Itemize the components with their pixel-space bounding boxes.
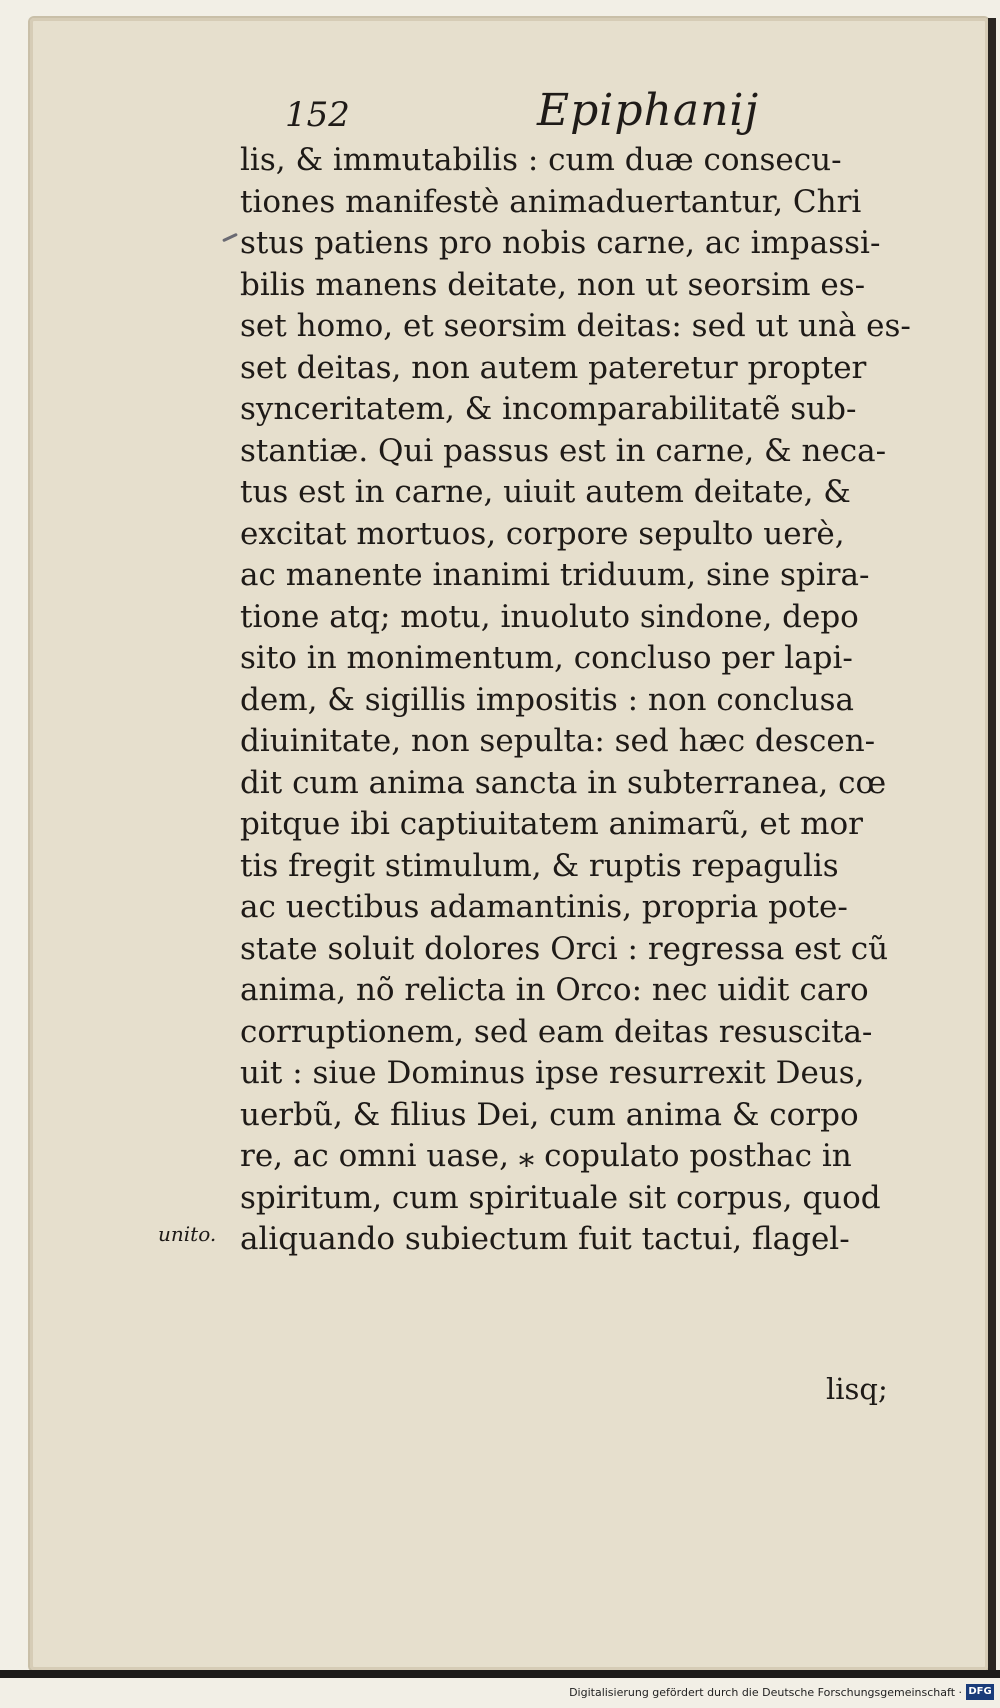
- text-line: dit cum anima sancta in subterranea, cœ: [240, 764, 887, 801]
- text-line: re, ac omni uase, ⁎ copulato posthac in: [240, 1138, 852, 1174]
- text-line: bilis manens deitate, non ut seorsim es-: [240, 266, 866, 303]
- page-number: 152: [285, 95, 350, 135]
- text-line: anima, nõ relicta in Orco: nec uidit caro: [240, 972, 869, 1008]
- digitization-credit: Digitalisierung gefördert durch die Deutsche Forschungsgemeinschaft ·: [569, 1686, 962, 1699]
- text-line: pitque ibi captiuitatem animarũ, et mor: [240, 806, 863, 842]
- text-line: excitat mortuos, corpore sepulto uerè,: [240, 515, 845, 552]
- body-text: [240, 140, 940, 1261]
- text-line: synceritatem, & incomparabilitatẽ sub-: [240, 391, 857, 427]
- text-line: lis, & immutabilis : cum duæ consecu-: [240, 142, 842, 178]
- text-line: set homo, et seorsim deitas: sed ut unà es-: [240, 308, 911, 344]
- text-line: aliquando subiectum fuit tactui, flagel-: [240, 1221, 850, 1257]
- running-head: Epiphanij: [537, 85, 760, 136]
- text-line: stus patiens pro nobis carne, ac impassi-: [240, 225, 881, 261]
- text-line: stantiæ. Qui passus est in carne, & neca-: [240, 432, 887, 469]
- text-line: uit : siue Dominus ipse resurrexit Deus,: [240, 1055, 865, 1091]
- text-line: set deitas, non autem pateretur propter: [240, 349, 867, 386]
- text-line: diuinitate, non sepulta: sed hæc descen-: [240, 723, 876, 759]
- text-line: corruptionem, sed eam deitas resuscita-: [240, 1013, 873, 1050]
- page-header: [285, 85, 785, 145]
- text-line: sito in monimentum, concluso per lapi-: [240, 640, 853, 676]
- text-line: spiritum, cum spirituale sit corpus, quod: [240, 1179, 881, 1216]
- text-line: state soluit dolores Orci : regressa est cũ: [240, 930, 889, 967]
- text-line: tione atq; motu, inuoluto sindone, depo: [240, 598, 859, 635]
- text-line: tiones manifestè animaduertantur, Chri: [240, 183, 862, 220]
- dfg-logo: DFG: [966, 1684, 994, 1700]
- catchword: lisq;: [826, 1372, 888, 1406]
- bottom-band: [0, 1670, 1000, 1678]
- text-line: ac manente inanimi triduum, sine spira-: [240, 557, 870, 593]
- text-line: ac uectibus adamantinis, propria pote-: [240, 889, 848, 925]
- page-edge: [988, 18, 996, 1670]
- text-line: uerbũ, & filius Dei, cum anima & corpo: [240, 1096, 859, 1133]
- text-line: tis fregit stimulum, & ruptis repagulis: [240, 847, 839, 884]
- margin-note: unito.: [158, 1222, 217, 1246]
- text-line: dem, & sigillis impositis : non conclusa: [240, 681, 854, 718]
- text-line: tus est in carne, uiuit autem deitate, &: [240, 474, 851, 510]
